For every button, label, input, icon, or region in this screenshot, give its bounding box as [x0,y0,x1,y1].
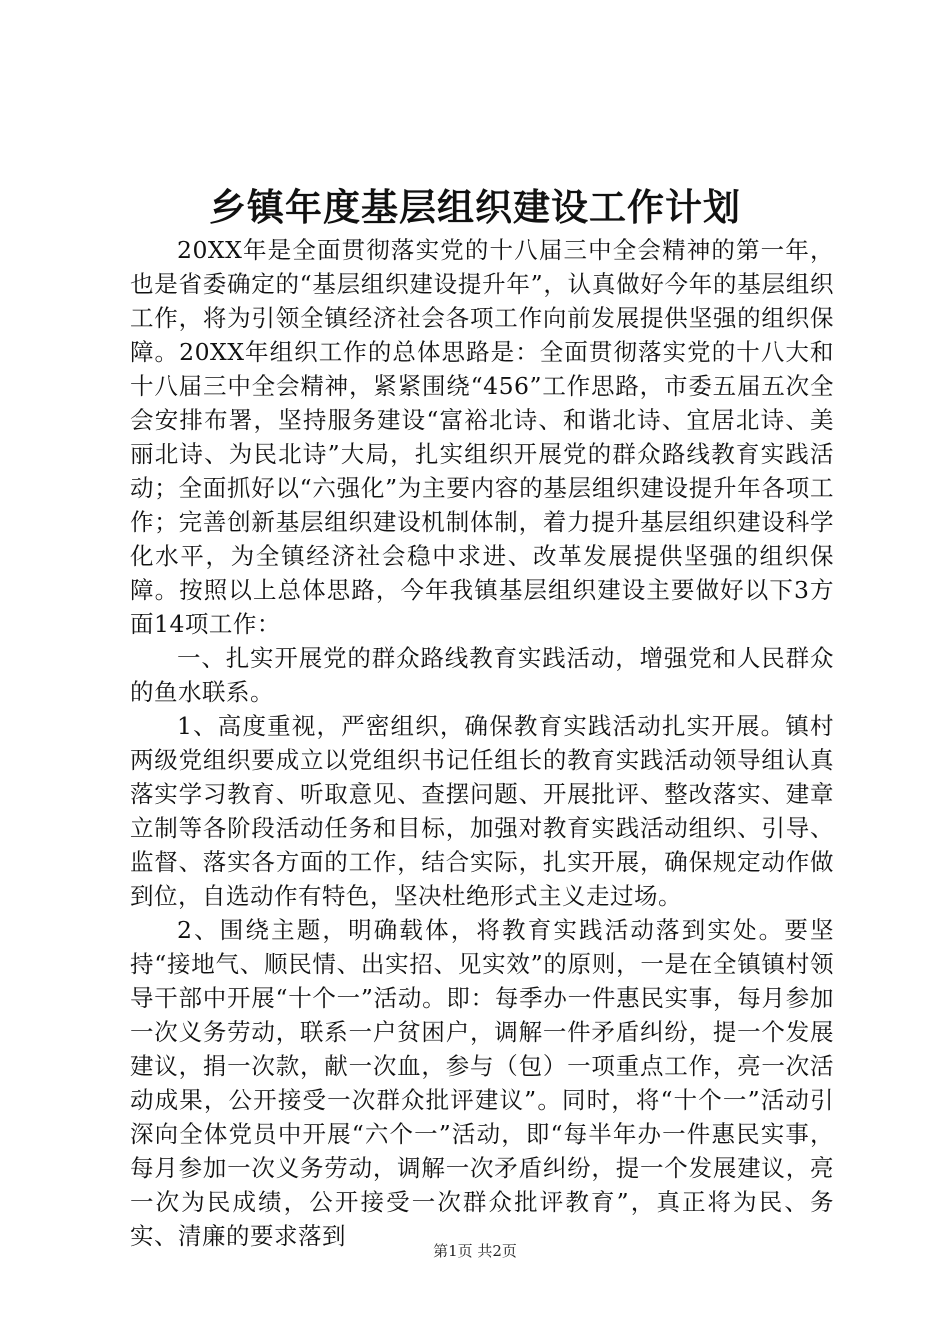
paragraph-item-2: 2、围绕主题，明确载体，将教育实践活动落到实处。要坚持“接地气、顺民情、出实招、见实效”的原则，一是在全镇镇村领导干部中开展“十个一”活动。即：每季办一件惠民实事，每月参加一次义务劳动，联系一户贫困户，调解一件矛盾纠纷，提一个发展建议，捐一次款，献一次血，参与（包）一项重点工作，亮一次活动成果，公开接受一次群众批评建议”。同时，将“十个一”活动引深向全体党员中开展“六个一”活动，即“每半年办一件惠民实事，每月参加一次义务劳动，调解一次矛盾纠纷，提一个发展建议，亮一次为民成绩，公开接受一次群众批评教育”，真正将为民、务实、清廉的要求落到 [130,916,834,1250]
document-title: 乡镇年度基层组织建设工作计划 [209,186,741,229]
paragraph-item-1: 1、高度重视，严密组织，确保教育实践活动扎实开展。镇村两级党组织要成立以党组织书记任组长的教育实践活动领导组认真落实学习教育、听取意见、查摆问题、开展批评、整改落实、建章立制等各阶段活动任务和目标，加强对教育实践活动组织、引导、监督、落实各方面的工作，结合实际，扎实开展，确保规定动作做到位，自选动作有特色，坚决杜绝形式主义走过场。 [130,712,834,910]
paragraph-section-1-heading: 一、扎实开展党的群众路线教育实践活动，增强党和人民群众的鱼水联系。 [130,644,834,706]
document-body [130,233,834,1253]
paragraph-intro: 20XX年是全面贯彻落实党的十八届三中全会精神的第一年，也是省委确定的“基层组织建设提升年”，认真做好今年的基层组织工作，将为引领全镇经济社会各项工作向前发展提供坚强的组织保障。20XX年组织工作的总体思路是：全面贯彻落实党的十八大和十八届三中全会精神，紧紧围绕“456”工作思路，市委五届五次全会安排布署，坚持服务建设“富裕北诗、和谐北诗、宜居北诗、美丽北诗、为民北诗”大局，扎实组织开展党的群众路线教育实践活动；全面抓好以“六强化”为主要内容的基层组织建设提升年各项工作；完善创新基层组织建设机制体制，着力提升基层组织建设科学化水平，为全镇经济社会稳中求进、改革发展提供坚强的组织保障。按照以上总体思路，今年我镇基层组织建设主要做好以下3方面14项工作： [130,236,834,638]
page-number-footer: 第1页 共2页 [433,1242,517,1260]
